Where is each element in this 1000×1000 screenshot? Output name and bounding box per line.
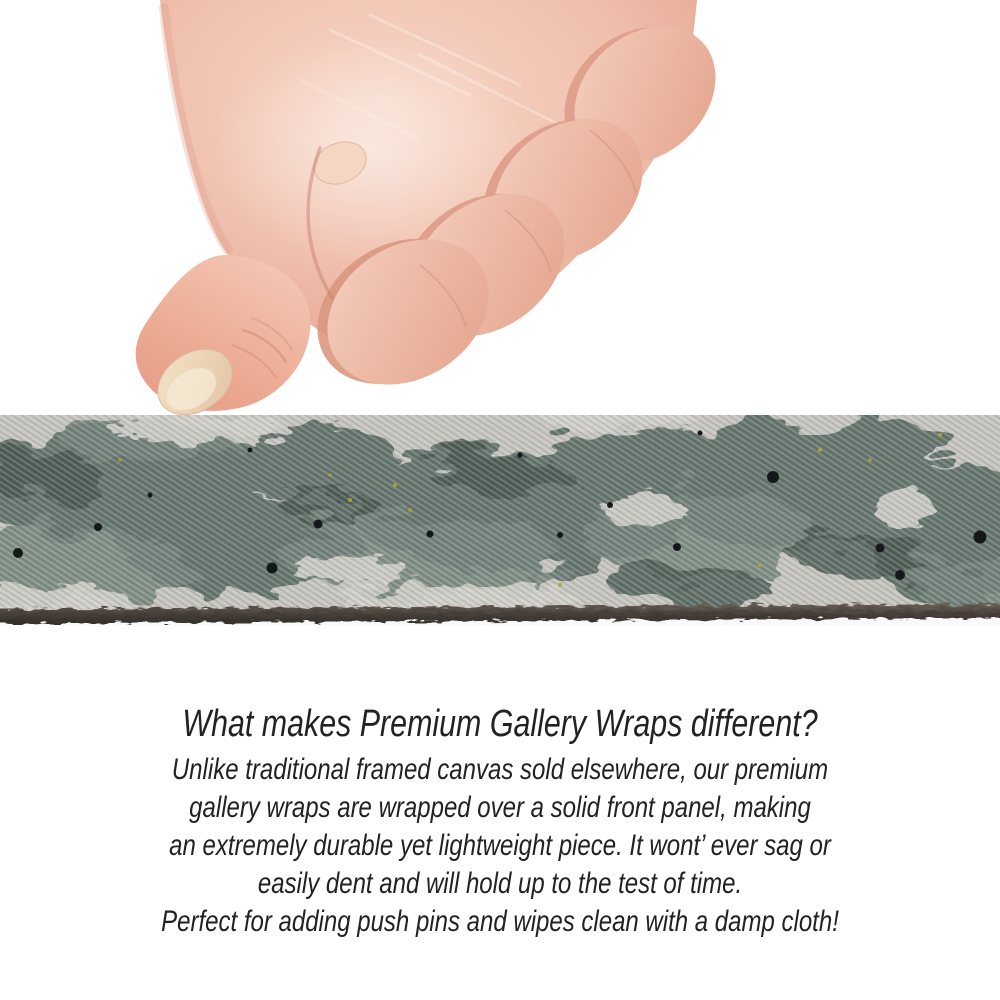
info-line: easily dent and will hold up to the test of time. bbox=[257, 867, 743, 900]
info-block bbox=[0, 701, 1000, 941]
info-line: Perfect for adding push pins and wipes clean with a damp cloth! bbox=[161, 905, 839, 938]
canvas-grain bbox=[0, 415, 1000, 625]
info-line: Unlike traditional framed canvas sold elsewhere, our premium bbox=[171, 753, 829, 786]
thumb bbox=[136, 255, 311, 418]
info-line: an extremely durable yet lightweight piece. It wont’ ever sag or bbox=[169, 829, 831, 862]
hand-pressing-thumb-illustration bbox=[0, 0, 1000, 418]
info-line: gallery wraps are wrapped over a solid front panel, making bbox=[189, 791, 811, 824]
canvas-strip-photo bbox=[0, 415, 1000, 625]
info-heading: What makes Premium Gallery Wraps different? bbox=[182, 703, 818, 745]
